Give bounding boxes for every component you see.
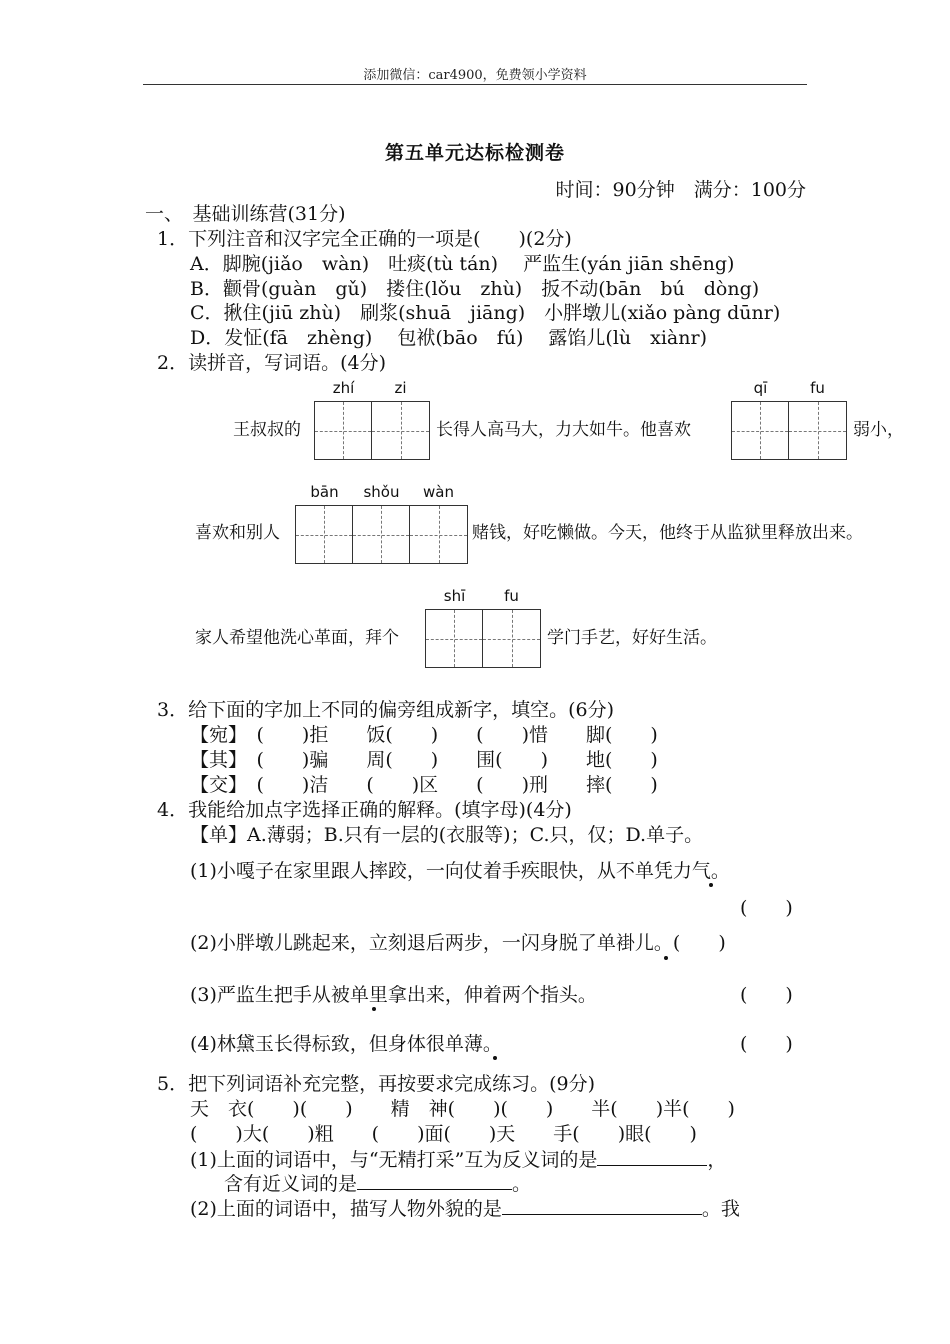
page-title: 第五单元达标检测卷 — [384, 142, 565, 164]
q3-stem: 3．给下面的字加上不同的偏旁组成新字，填空。(6分) — [157, 699, 615, 721]
answer-blank[interactable] — [357, 1171, 512, 1190]
q5-part-1b — [224, 1171, 531, 1196]
pinyin-label: fu — [504, 587, 519, 605]
writing-cell[interactable] — [372, 402, 429, 459]
pinyin-label: shǒu — [363, 483, 400, 501]
emphasis-dot — [709, 883, 713, 887]
header-rule — [143, 84, 807, 85]
pinyin-label: qī — [753, 379, 768, 397]
q2-row3-after: 学门手艺，好好生活。 — [547, 628, 717, 648]
writing-cell[interactable] — [789, 402, 846, 459]
q5-stem: 5．把下列词语补充完整，再按要求完成练习。(9分) — [157, 1073, 596, 1095]
pinyin-label: zi — [394, 379, 407, 397]
answer-boxes-zhizi[interactable] — [314, 401, 430, 460]
q5-row: 天 衣( )( ) 精 神( )( ) 半( )半( ) — [190, 1098, 735, 1120]
exam-meta: 时间：90分钟 满分：100分 — [555, 179, 806, 201]
q1-option-a: A．脚腕(jiǎo wàn) 吐痰(tù tán) 严监生(yán jiān shēng) — [190, 253, 735, 275]
pinyin-label: fu — [810, 379, 825, 397]
emphasis-dot — [664, 956, 668, 960]
writing-cell[interactable] — [410, 506, 467, 563]
answer-boxes-shifu[interactable] — [425, 609, 541, 668]
punct: 。我 — [701, 1198, 740, 1220]
q5-part-1a-text: (1)上面的词语中，与“无精打采”互为反义词的是 — [190, 1149, 598, 1171]
q2-row2-before: 喜欢和别人 — [195, 523, 280, 543]
answer-blank[interactable] — [597, 1147, 707, 1166]
writing-cell[interactable] — [483, 610, 540, 667]
q2-row2-after: 赌钱，好吃懒做。今天，他终于从监狱里释放出来。 — [472, 523, 863, 543]
punct: ， — [707, 1149, 727, 1171]
q4-definitions: 【单】A.薄弱；B.只有一层的(衣服等)；C.只，仅；D.单子。 — [190, 824, 704, 846]
q5-part-2-text: (2)上面的词语中，描写人物外貌的是 — [190, 1198, 502, 1220]
answer-boxes-qifu[interactable] — [731, 401, 847, 460]
q1-stem: 1．下列注音和汉字完全正确的一项是( )(2分) — [157, 228, 572, 250]
writing-cell[interactable] — [353, 506, 410, 563]
q4-sentence-1: (1)小嘎子在家里跟人摔跤，一向仗着手疾眼快，从不单凭力气。 — [190, 860, 730, 882]
pinyin-label: zhí — [332, 379, 355, 397]
q3-row: 【宛】 ( )拒 饭( ) ( )惜 脚( ) — [190, 724, 658, 746]
q2-stem: 2．读拼音，写词语。(4分) — [157, 352, 387, 374]
q5-part-1a — [190, 1147, 726, 1172]
answer-paren[interactable]: ( ) — [740, 984, 793, 1006]
pinyin-label: shī — [443, 587, 466, 605]
q4-sentence-3: (3)严监生把手从被单里拿出来，伸着两个指头。 — [190, 984, 597, 1006]
q3-row: 【交】 ( )洁 ( )区 ( )刑 摔( ) — [190, 774, 658, 796]
writing-cell[interactable] — [732, 402, 789, 459]
q2-row1-after: 弱小， — [853, 420, 904, 440]
writing-cell[interactable] — [426, 610, 483, 667]
watermark-header: 添加微信：car4900，免费领小学资料 — [363, 68, 587, 83]
answer-paren[interactable]: ( ) — [740, 897, 793, 919]
q4-sentence-4: (4)林黛玉长得标致，但身体很单薄。 — [190, 1033, 502, 1055]
writing-cell[interactable] — [315, 402, 372, 459]
q4-stem: 4．我能给加点字选择正确的解释。(填字母)(4分) — [157, 799, 572, 821]
q1-option-d: D．发怔(fā zhèng) 包袱(bāo fú) 露馅儿(lù xiànr) — [190, 327, 707, 349]
answer-boxes-banshouwan[interactable] — [295, 505, 468, 564]
punct: 。 — [512, 1173, 532, 1195]
emphasis-dot — [493, 1056, 497, 1060]
q1-option-b: B．颧骨(guàn gǔ) 搂住(lǒu zhù) 扳不动(bān bú dòng) — [190, 278, 760, 300]
q2-row3-before: 家人希望他洗心革面，拜个 — [195, 628, 399, 648]
writing-cell[interactable] — [296, 506, 353, 563]
pinyin-label: bān — [310, 483, 339, 501]
q1-option-c: C．揪住(jiū zhù) 刷浆(shuā jiāng) 小胖墩儿(xiǎo pàng dūnr) — [190, 302, 781, 324]
q3-row: 【其】 ( )骗 周( ) 围( ) 地( ) — [190, 749, 658, 771]
emphasis-dot — [372, 1007, 376, 1011]
section-heading: 一、 基础训练营(31分) — [145, 203, 346, 225]
answer-blank[interactable] — [502, 1196, 702, 1215]
q5-part-2 — [190, 1196, 740, 1221]
q5-part-1b-text: 含有近义词的是 — [224, 1173, 358, 1195]
pinyin-label: wàn — [423, 483, 454, 501]
q2-row1-mid: 长得人高马大，力大如牛。他喜欢 — [436, 420, 691, 440]
q4-sentence-2: (2)小胖墩儿跳起来，立刻退后两步，一闪身脱了单褂儿。( ) — [190, 932, 726, 954]
q2-row1-before: 王叔叔的 — [233, 420, 301, 440]
answer-paren[interactable]: ( ) — [740, 1033, 793, 1055]
q5-row: ( )大( )粗 ( )面( )天 手( )眼( ) — [190, 1123, 697, 1145]
